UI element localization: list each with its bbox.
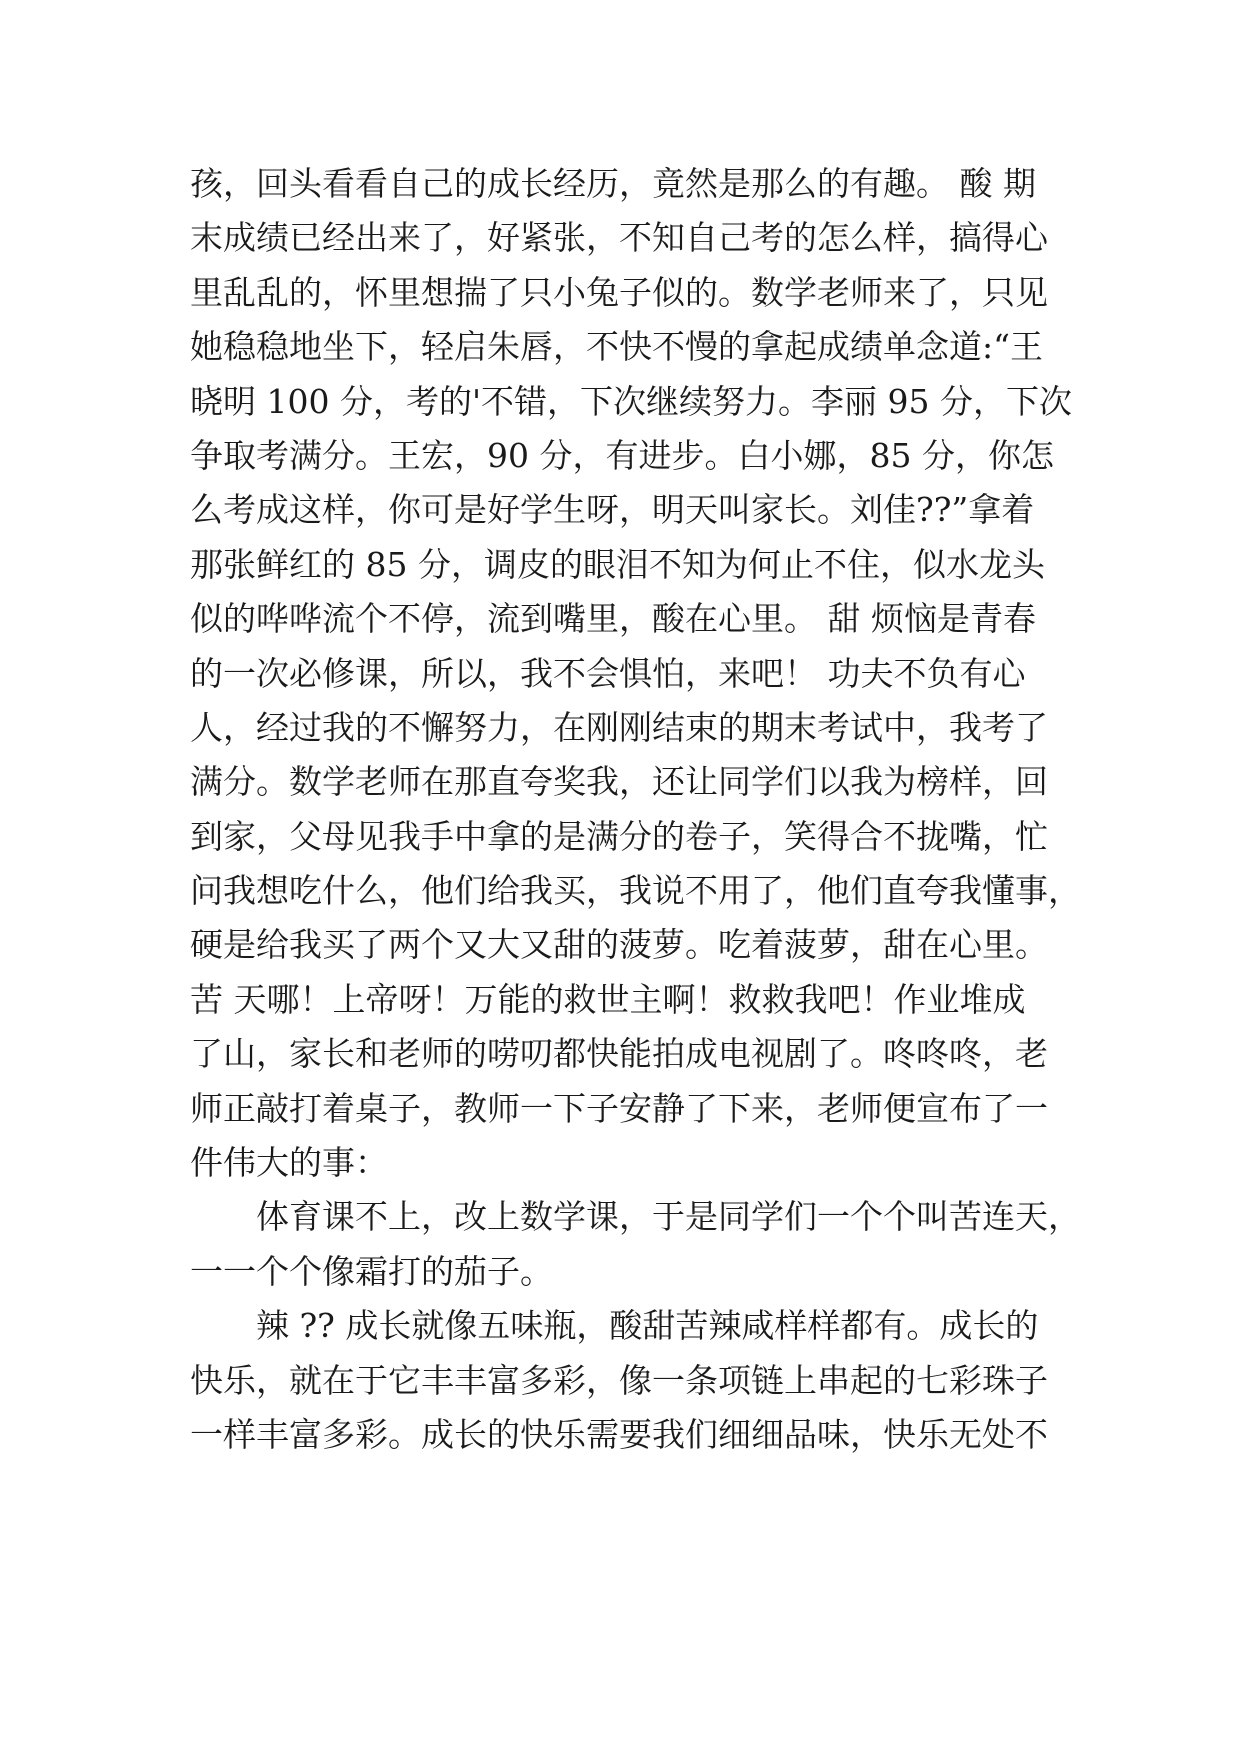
text-line: 辣 ?? 成长就像五味瓶，酸甜苦辣咸样样都有。成长的 <box>256 1306 1039 1346</box>
text-line: 苦 天哪！上帝呀！万能的救世主啊！救救我吧！作业堆成 <box>190 979 1026 1019</box>
paragraph-3 <box>190 1299 1070 1462</box>
text-line: 到家，父母见我手中拿的是满分的卷子，笑得合不拢嘴，忙 <box>190 816 1048 856</box>
text-line: 满分。数学老师在那直夸奖我，还让同学们以我为榜样，回 <box>190 762 1048 802</box>
paragraph-1 <box>190 157 1081 1190</box>
text-line: 师正敲打着桌子，教师一下子安静了下来，老师便宣布了一 <box>190 1088 1048 1128</box>
text-line: 那张鲜红的 85 分，调皮的眼泪不知为何止不住，似水龙头 <box>190 544 1045 584</box>
text-line: 争取考满分。王宏，90 分，有进步。白小娜，85 分，你怎 <box>190 435 1054 475</box>
text-line: 快乐，就在于它丰丰富多彩，像一条项链上串起的七彩珠子 <box>190 1360 1048 1400</box>
text-line: 孩，回头看看自己的成长经历，竟然是那么的有趣。 酸 期 <box>190 164 1036 203</box>
text-line: 问我想吃什么，他们给我买，我说不用了，他们直夸我懂事， <box>190 871 1081 911</box>
text-line: 人，经过我的不懈努力，在刚刚结束的期末考试中，我考了 <box>190 707 1048 747</box>
text-line: 末成绩已经出来了，好紧张，不知自己考的怎么样，搞得心 <box>190 218 1048 258</box>
text-line: 体育课不上，改上数学课，于是同学们一个个叫苦连天， <box>256 1197 1081 1237</box>
text-line: 晓明 100 分，考的'不错，下次继续努力。李丽 95 分，下次 <box>190 381 1073 421</box>
text-line: 似的哗哗流个不停，流到嘴里，酸在心里。 甜 烦恼是青春 <box>190 599 1036 639</box>
text-line: 的一次必修课，所以，我不会惧怕，来吧！ 功夫不负有心 <box>190 653 1026 693</box>
text-line: 么考成这样，你可是好学生呀，明天叫家长。刘佳??”拿着 <box>190 490 1035 530</box>
text-line: 一样丰富多彩。成长的快乐需要我们细细品味，快乐无处不 <box>190 1414 1048 1454</box>
document-page <box>190 157 1081 1462</box>
text-line: 硬是给我买了两个又大又甜的菠萝。吃着菠萝，甜在心里。 <box>190 925 1048 965</box>
text-line: 一一个个像霜打的茄子。 <box>190 1251 553 1291</box>
text-line: 里乱乱的，怀里想揣了只小兔子似的。数学老师来了，只见 <box>190 272 1048 312</box>
text-line: 她稳稳地坐下，轻启朱唇，不快不慢的拿起成绩单念道:“王 <box>190 327 1043 367</box>
text-line: 了山，家长和老师的唠叨都快能拍成电视剧了。咚咚咚，老 <box>190 1034 1048 1074</box>
paragraph-2 <box>190 1190 1081 1299</box>
text-line: 件伟大的事： <box>190 1143 388 1183</box>
